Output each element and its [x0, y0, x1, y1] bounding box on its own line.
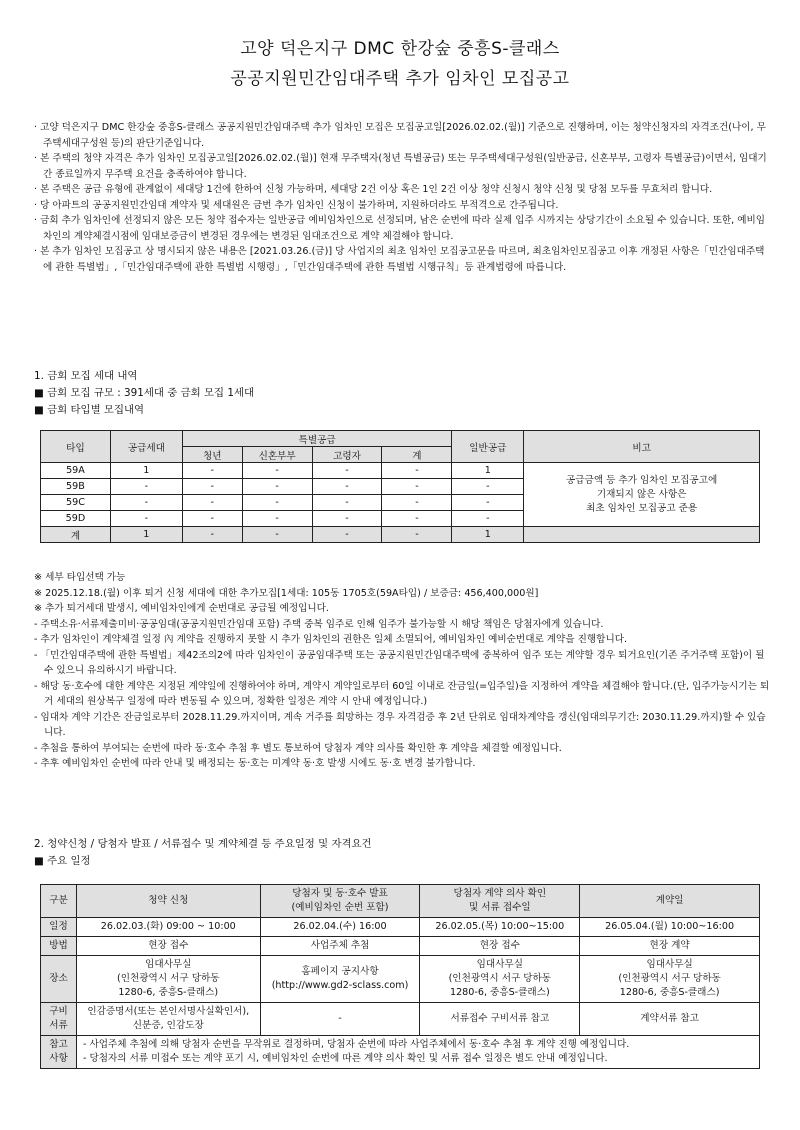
cell: 현장 접수: [76, 937, 260, 956]
label-line: 서류: [49, 1020, 68, 1031]
cell: 현장 계약: [580, 937, 760, 956]
cell: [260, 956, 420, 1003]
cell-line: (인천광역시 서구 당하동: [448, 973, 552, 984]
cell: -: [110, 511, 182, 527]
cell: -: [242, 527, 312, 543]
cell: [76, 1003, 260, 1036]
cell: -: [242, 479, 312, 495]
cell: -: [382, 479, 452, 495]
th-remarks: 비고: [524, 431, 760, 463]
cell: -: [382, 463, 452, 479]
cell-line: 홈페이지 공지사항: [301, 966, 379, 977]
remark-line: 최초 임차인 모집공고 준용: [586, 502, 698, 514]
cell: 59A: [41, 463, 111, 479]
cell: 사업주체 추첨: [260, 937, 420, 956]
th-special: 특별공급: [182, 431, 452, 447]
cell-line: 신분증, 인감도장: [132, 1020, 204, 1031]
cell: 26.05.04.(월) 10:00~16:00: [580, 918, 760, 937]
cell: -: [182, 479, 242, 495]
note-item: - 추첨을 통하여 부여되는 순번에 따라 동·호수 추첨 후 별도 통보하여 당첨자 계약 의사를 확인한 후 계약을 체결할 예정입니다.: [34, 742, 562, 754]
th-subtotal: 계: [382, 447, 452, 463]
header-line: 당첨자 계약 의사 확인: [453, 888, 547, 899]
row-label: 방법: [41, 937, 77, 956]
method-row: [41, 937, 760, 956]
cell: -: [110, 479, 182, 495]
cell: -: [182, 511, 242, 527]
note-item: ※ 세부 타입선택 가능: [34, 572, 126, 583]
row-label: [41, 1036, 77, 1069]
label-line: 구비: [49, 1006, 68, 1017]
cell: [420, 956, 580, 1003]
note-item: - 해당 동·호수에 대한 계약은 지정된 계약일에 진행하여야 하며, 계약시 계약일로부터 60일 이내로 잔금일(=입주일)을 지정하여 계약을 체결해야 합니다.(단, 입주가능시기는 퇴거 세대의 원상복구 일정에 따라 변동될 수 있으며, 정확한 일정은 계약 시 안내 예정입니다.): [34, 680, 770, 707]
section2-heading: 2. 청약신청 / 당첨자 발표 / 서류접수 및 계약체결 등 주요일정 및 자격요건: [34, 838, 372, 850]
docs-row: [41, 1003, 760, 1036]
reference-line: - 당첨자의 서류 미접수 또는 계약 포기 시, 예비임차인 순번에 따른 계약 의사 확인 및 서류 접수 일정은 별도 안내 예정입니다.: [82, 1053, 608, 1064]
cell: 59C: [41, 495, 111, 511]
cell: -: [312, 463, 382, 479]
intro-list: [34, 120, 770, 275]
schedule-label: 구분: [41, 885, 77, 918]
schedule-col-header: [260, 885, 420, 918]
cell: -: [182, 495, 242, 511]
remark-line: 공급금액 등 추가 임차인 모집공고에: [566, 474, 718, 486]
th-general: 일반공급: [452, 431, 524, 463]
section1-subheading: ■ 금회 타입별 모집내역: [34, 404, 145, 416]
note-item: ※ 2025.12.18.(월) 이후 퇴거 신청 세대에 대한 추가모집[1세대: 105동 1705호(59A타입) / 보증금: 456,400,000원]: [34, 587, 539, 599]
cell: -: [382, 511, 452, 527]
cell: 59B: [41, 479, 111, 495]
cell: 26.02.03.(화) 09:00 ~ 10:00: [76, 918, 260, 937]
cell-line: 임대사무실: [145, 959, 192, 970]
th-supply: 공급세대: [110, 431, 182, 463]
note-item: - 「민간임대주택에 관한 특별법」제42조의2에 따라 임차인이 공공임대주택 또는 공공지원민간임대주택에 중복하여 임주 또는 계약할 경우 퇴거요인(기존 주거주택 포함)이 될 수 있으니 유의하시기 바랍니다.: [34, 649, 765, 676]
row-label: 장소: [41, 956, 77, 1003]
intro-item: · 본 주택은 공급 유형에 관계없이 세대당 1건에 한하여 신청 가능하며, 세대당 2건 이상 혹은 1인 2건 이상 청약 신청시 청약 신청 및 당첨 모두를 무효처리 합니다.: [34, 184, 713, 195]
cell: 계약서류 참고: [580, 1003, 760, 1036]
homepage-link[interactable]: (http://www.gd2-sclass.com): [271, 980, 409, 991]
note-item: ※ 추가 퇴거세대 발생시, 예비임차인에게 순번대로 공급될 예정입니다.: [34, 603, 329, 614]
cell: -: [242, 511, 312, 527]
notice-title-line2: 공공지원민간임대주택 추가 임차인 모집공고: [230, 69, 570, 89]
cell-line: 임대사무실: [476, 959, 523, 970]
section2: [34, 836, 770, 870]
note-item: - 임대차 계약 기간은 잔금일로부터 2028.11.29.까지이며, 계속 거주를 희망하는 경우 자격검증 후 2년 단위로 임대차계약을 갱신(임대의무기간: 2030.11.29.까지)할 수 있습니다.: [34, 711, 766, 738]
reference-cell: [76, 1036, 759, 1069]
cell-line: (인천광역시 서구 당하동: [618, 973, 721, 984]
notes-list: [34, 570, 770, 772]
cell: 59D: [41, 511, 111, 527]
schedule-col-header: [420, 885, 580, 918]
header-line: 청약 신청: [148, 895, 189, 906]
cell: 1: [452, 463, 524, 479]
table-row: [41, 463, 760, 479]
notice-title-line1: 고양 덕은지구 DMC 한강숲 중흥S-클래스: [240, 39, 560, 59]
cell: -: [242, 463, 312, 479]
cell: 현장 접수: [420, 937, 580, 956]
cell: -: [452, 479, 524, 495]
header-line: 당첨자 및 동·호수 발표: [292, 888, 388, 899]
cell: -: [312, 527, 382, 543]
cell-line: 1280-6, 중흥S-클래스): [118, 987, 219, 998]
intro-item: · 본 추가 임차인 모집공고 상 명시되지 않은 내용은 [2021.03.26.(금)] 당 사업지의 최초 임차인 모집공고문을 따르며, 최초임차인모집공고 이후 개정된 사항은「민간임대주택에 관한 특별법」,「민간임대주택에 관한 특별법 시행령」,「민간임대주택에 관한 특별법 시행규칙」등 관계법령에 따릅니다.: [34, 246, 765, 273]
cell: 1: [452, 527, 524, 543]
th-type: 타입: [41, 431, 111, 463]
cell-line: 1280-6, 중흥S-클래스): [619, 987, 720, 998]
cell: [580, 956, 760, 1003]
remarks-cell: [524, 463, 760, 527]
schedule-row: [41, 918, 760, 937]
cell: -: [182, 527, 242, 543]
th-youth: 청년: [182, 447, 242, 463]
cell: 1: [110, 527, 182, 543]
note-item: - 추후 예비임차인 순번에 따라 안내 및 배정되는 동·호는 미계약 동·호 발생 시에도 동·호 변경 불가합니다.: [34, 758, 476, 769]
cell: -: [312, 511, 382, 527]
table-total-row: [41, 527, 760, 543]
reference-row: [41, 1036, 760, 1069]
cell: [524, 527, 760, 543]
row-label: 일정: [41, 918, 77, 937]
cell: 계: [41, 527, 111, 543]
header-line: 및 서류 접수일: [468, 902, 531, 913]
cell: 26.02.04.(수) 16:00: [260, 918, 420, 937]
cell: -: [182, 463, 242, 479]
cell-line: 임대사무실: [646, 959, 693, 970]
intro-item: · 당 아파트의 공공지원민간임대 계약자 및 세대원은 금번 추가 임차인 신청이 불가하며, 지원하더라도 부적격으로 간주됩니다.: [34, 199, 559, 211]
th-elderly: 고령자: [312, 447, 382, 463]
cell: -: [382, 527, 452, 543]
header-line: (예비임차인 순번 포함): [291, 902, 389, 913]
cell-line: 인감증명서(또는 본인서명사실확인서),: [87, 1006, 250, 1017]
cell-line: 1280-6, 중흥S-클래스): [449, 987, 550, 998]
schedule-col-header: [580, 885, 760, 918]
type-recruitment-table: [40, 430, 760, 543]
remark-line: 기재되지 않은 사항은: [596, 488, 687, 500]
label-line: 참고: [49, 1039, 68, 1050]
cell: -: [452, 495, 524, 511]
intro-item: · 고양 덕은지구 DMC 한강숲 중흥S-클래스 공공지원민간임대주택 추가 임차인 모집은 모집공고일[2026.02.02.(월)] 기준으로 진행하며, 이는 청약신청자의 자격조건(나이, 무주택세대구성원 등)의 판단기준입니다.: [34, 122, 766, 149]
note-item: - 추가 임차인이 계약체결 일정 內 계약을 진행하지 못할 시 추가 임차인의 권한은 일체 소멸되어, 예비임차인 예비순번대로 계약을 진행합니다.: [34, 634, 628, 645]
intro-item: · 본 주택의 청약 자격은 추가 임차인 모집공고일[2026.02.02.(월)] 현재 무주택자(청년 특별공급) 또는 무주택세대구성원(일반공급, 신혼부부, 고령자 특별공급)이면서, 임대기간 종료일까지 무주택 요건을 충족하여야 합니다.: [34, 153, 767, 180]
schedule-table: [40, 884, 760, 1069]
reference-line: - 사업주체 추첨에 의해 당첨자 순번을 무작위로 결정하며, 당첨자 순번에 따라 사업주체에서 동·호수 추첨 후 계약 진행 예정입니다.: [82, 1039, 630, 1050]
cell: -: [260, 1003, 420, 1036]
header-line: 계약일: [655, 895, 684, 906]
section1: [34, 368, 770, 419]
cell: -: [382, 495, 452, 511]
cell: [76, 956, 260, 1003]
cell: -: [312, 495, 382, 511]
section1-heading: 1. 금회 모집 세대 내역: [34, 370, 138, 382]
cell: -: [242, 495, 312, 511]
schedule-header-row: [41, 885, 760, 918]
th-newlywed: 신혼부부: [242, 447, 312, 463]
cell: 서류접수 구비서류 참고: [420, 1003, 580, 1036]
cell: 26.02.05.(목) 10:00~15:00: [420, 918, 580, 937]
row-label: [41, 1003, 77, 1036]
cell: -: [312, 479, 382, 495]
note-item: - 주택소유·서류제출미비·공공임대(공공지원민간임대 포함) 주택 중복 임주로 인해 임주가 불가능할 시 해당 책임은 당첨자에게 있습니다.: [34, 618, 604, 630]
cell: -: [452, 511, 524, 527]
cell: 1: [110, 463, 182, 479]
intro-item: · 금회 추가 임차인에 선정되지 않은 모든 청약 접수자는 일반공급 예비임차인으로 선정되며, 남은 순번에 따라 실제 입주 시까지는 상당기간이 소요될 수 있습니다. 또한, 예비임차인의 계약체결시점에 임대보증금이 변경된 경우에는 변경된 임대조건으로 계약 체결해야 합니다.: [34, 215, 766, 242]
place-row: [41, 956, 760, 1003]
label-line: 사항: [49, 1053, 68, 1064]
section2-subheading: ■ 주요 일정: [34, 855, 91, 867]
cell-line: (인천광역시 서구 당하동: [117, 973, 220, 984]
schedule-col-header: [76, 885, 260, 918]
cell: -: [110, 495, 182, 511]
section1-scale: ■ 금회 모집 규모 : 391세대 중 금회 모집 1세대: [34, 387, 255, 399]
